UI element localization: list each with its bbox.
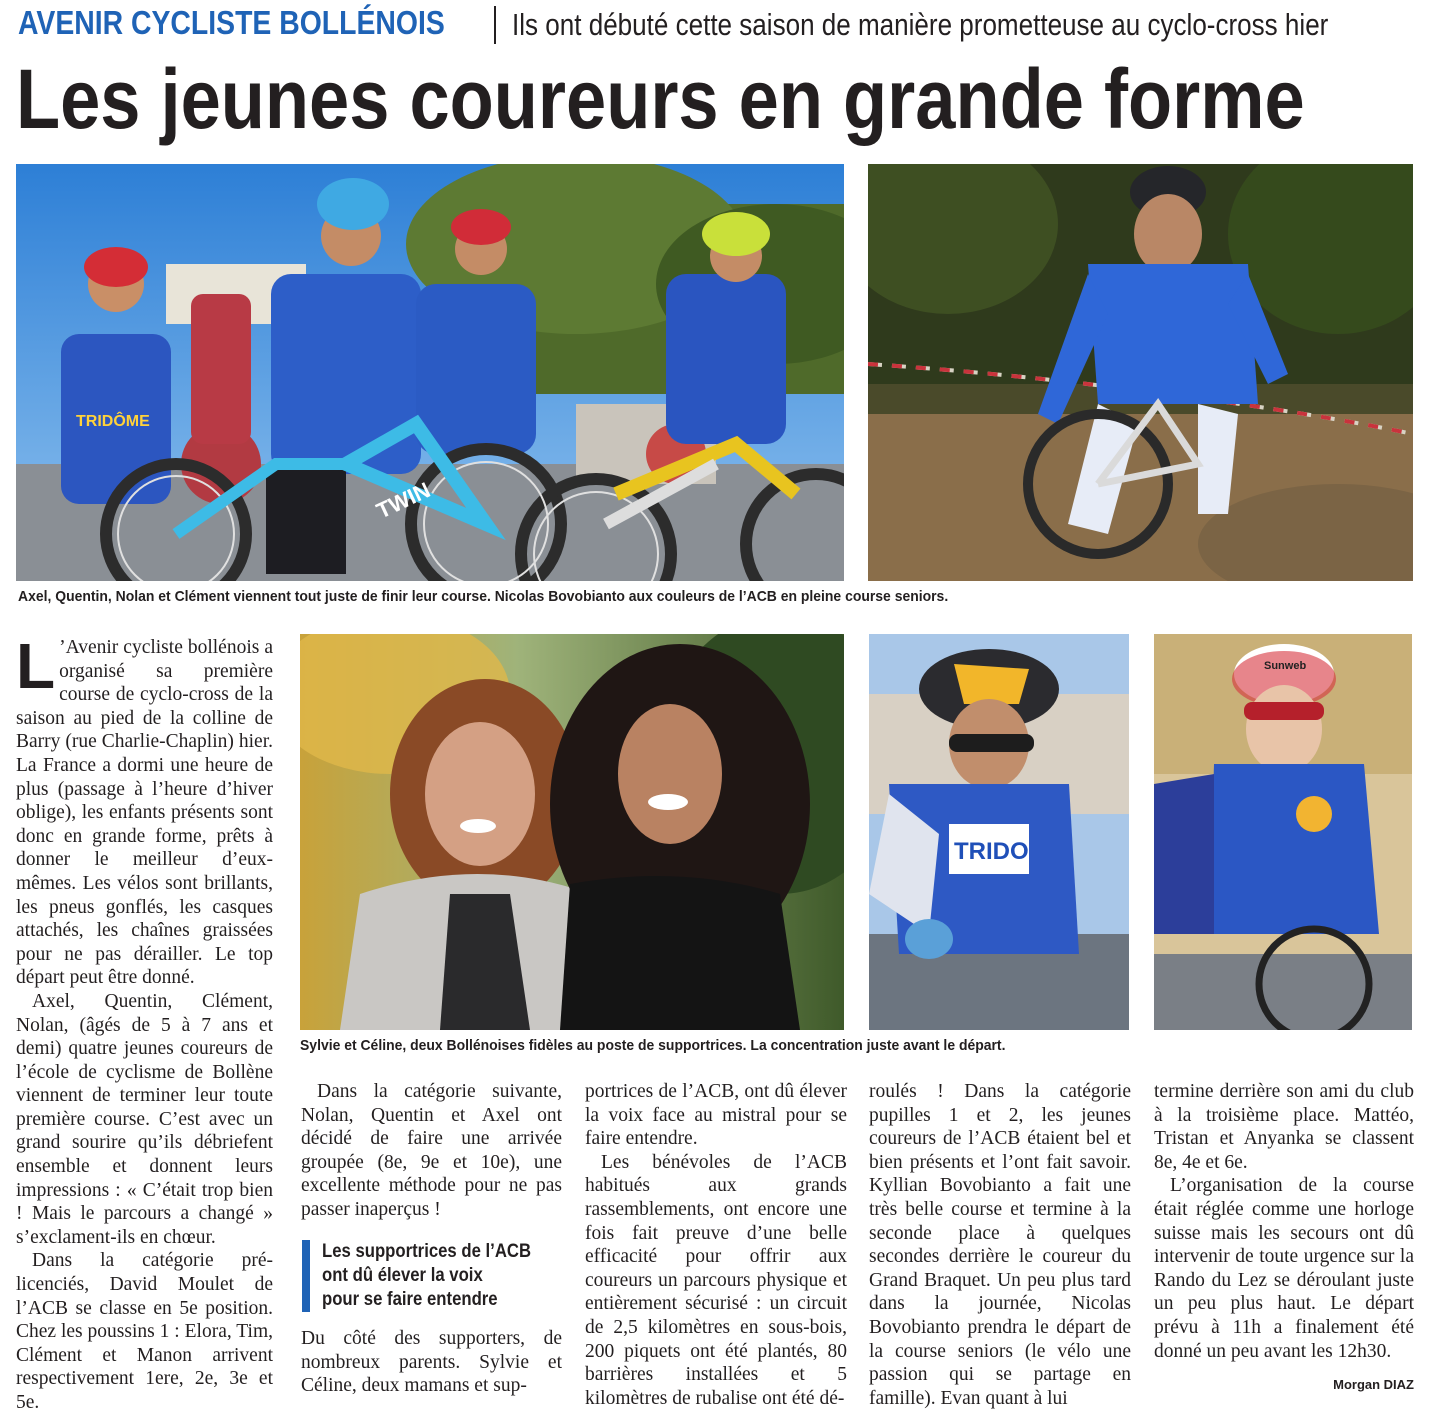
photo-supporters <box>300 634 844 1030</box>
subheadline: Ils ont débuté cette saison de manière prometteuse au cyclo-cross hier <box>512 7 1329 42</box>
caption-middle: Sylvie et Céline, deux Bollénoises fidèles au poste de supportrices. La concentration juste avant le départ. <box>300 1037 1006 1054</box>
jersey-text: TRIDO <box>954 838 1029 865</box>
article-paragraph: termine derrière son ami du club à la troisième place. Mattéo, Tristan et Anyanka se classent 8e, 4e et 6e. <box>1154 1081 1414 1173</box>
jersey-text: TRIDÔME <box>76 413 150 430</box>
article-column-3 <box>585 1080 847 1410</box>
kicker: AVENIR CYCLISTE BOLLÉNOIS <box>18 4 445 41</box>
article-column-2 <box>301 1080 562 1222</box>
byline: Morgan DIAZ <box>1333 1377 1414 1392</box>
pull-quote-line: Les supportrices de l’ACB <box>322 1241 532 1262</box>
article-column-1 <box>16 630 273 1415</box>
pull-quote-line: pour se faire entendre <box>322 1289 498 1310</box>
article-paragraph: portrices de l’ACB, ont dû élever la voix face au mistral pour se faire entendre. <box>585 1081 847 1150</box>
headline: Les jeunes coureurs en grande forme <box>16 52 1305 146</box>
article-paragraph: Dans la catégorie suivante, Nolan, Quentin et Axel ont décidé de faire une arrivée groupée (8e, 9e et 10e), une excellente méthode pour ne pas passer inaperçus ! <box>301 1081 562 1220</box>
photo-senior-rider <box>868 164 1413 581</box>
bike-text: TWIN <box>372 477 435 524</box>
article-column-5 <box>1154 1080 1414 1363</box>
photo-young-rider-helmet <box>1154 634 1412 1030</box>
article-column-4 <box>869 1080 1131 1410</box>
drop-cap: L <box>16 630 56 702</box>
article-paragraph: roulés ! Dans la catégorie pupilles 1 et 2, les jeunes coureurs de l’ACB étaient bel et bien présents et l’ont fait savoir. Kyllian Bovobianto a fait une très belle course et termine à la seconde place à quelques secondes derrière le coureur du Grand Braquet. Un peu plus tard dans la journée, Nicolas Bovobianto prendra le départ de la course seniors (le vélo une passion qui se partage en famille). Evan quant à lui <box>869 1081 1131 1409</box>
article-paragraph: Les bénévoles de l’ACB habitués aux grands rassemblements, ont encore une fois fait preuve d’une belle efficacité pour offrir aux coureurs un parcours physique et entièrement sécurisé : un circuit de 2,5 kilomètres en sous-bois, 200 piquets ont été plantés, 80 barrières installées et 5 kilomètres de rubalise ont été dé- <box>585 1151 847 1409</box>
article-paragraph: Du côté des supporters, de nombreux parents. Sylvie et Céline, deux mamans et sup- <box>301 1328 562 1397</box>
caption-top: Axel, Quentin, Nolan et Clément viennent tout juste de finir leur course. Nicolas Bovobianto aux couleurs de l’ACB en pleine course seniors. <box>18 588 949 605</box>
article-paragraph: Axel, Quentin, Clément, Nolan, (âgés de 5 à 7 ans et demi) quatre jeunes coureurs de l’école de cyclisme de Bollène viennent de terminer leur toute première course. C’est avec un grand sourire qu’ils débriefent ensemble et donnent leurs impressions : « C’était trop bien ! Mais le parcours a changé » s’exclament-ils en chœur. <box>16 990 273 1248</box>
helmet-text: Sunweb <box>1264 660 1307 672</box>
article-paragraph <box>16 630 273 990</box>
pull-quote <box>302 1240 584 1312</box>
article-column-2b <box>301 1327 562 1398</box>
article-paragraph: Dans la catégorie pré-licenciés, David Moulet de l’ACB se classe en 5e position. Chez les poussins 1 : Elora, Tim, Clément et Manon arrivent respectivement 1ere, 2e, 3e et 5e. <box>16 1250 273 1413</box>
photo-rider-concentration <box>869 634 1129 1030</box>
photo-young-riders <box>16 164 844 581</box>
kicker-separator <box>494 6 496 44</box>
article-paragraph: L’organisation de la course était réglée comme une horloge suisse mais les secours ont dû intervenir de toute urgence sur la Rando du Lez se déroulant juste un peu plus haut. Le départ prévu à 11h a finalement été donné un peu avant les 12h30. <box>1154 1175 1414 1362</box>
pull-quote-line: ont dû élever la voix <box>322 1265 483 1286</box>
paragraph-text: ’Avenir cycliste bollénois a organisé sa première course de cyclo-cross de la saison au pied de la colline de Barry (rue Charlie-Chaplin) hier. La France a dormi une heure de plus (passage à l’heure d’hiver oblige), les enfants présents sont donc en grande forme, prêts à donner le meilleur d’eux-mêmes. Les vélos sont brillants, les pneus gonflés, les casques attachés, les chaînes graissées pour ne pas dérailler. Le top départ peut être donné. <box>16 637 273 989</box>
